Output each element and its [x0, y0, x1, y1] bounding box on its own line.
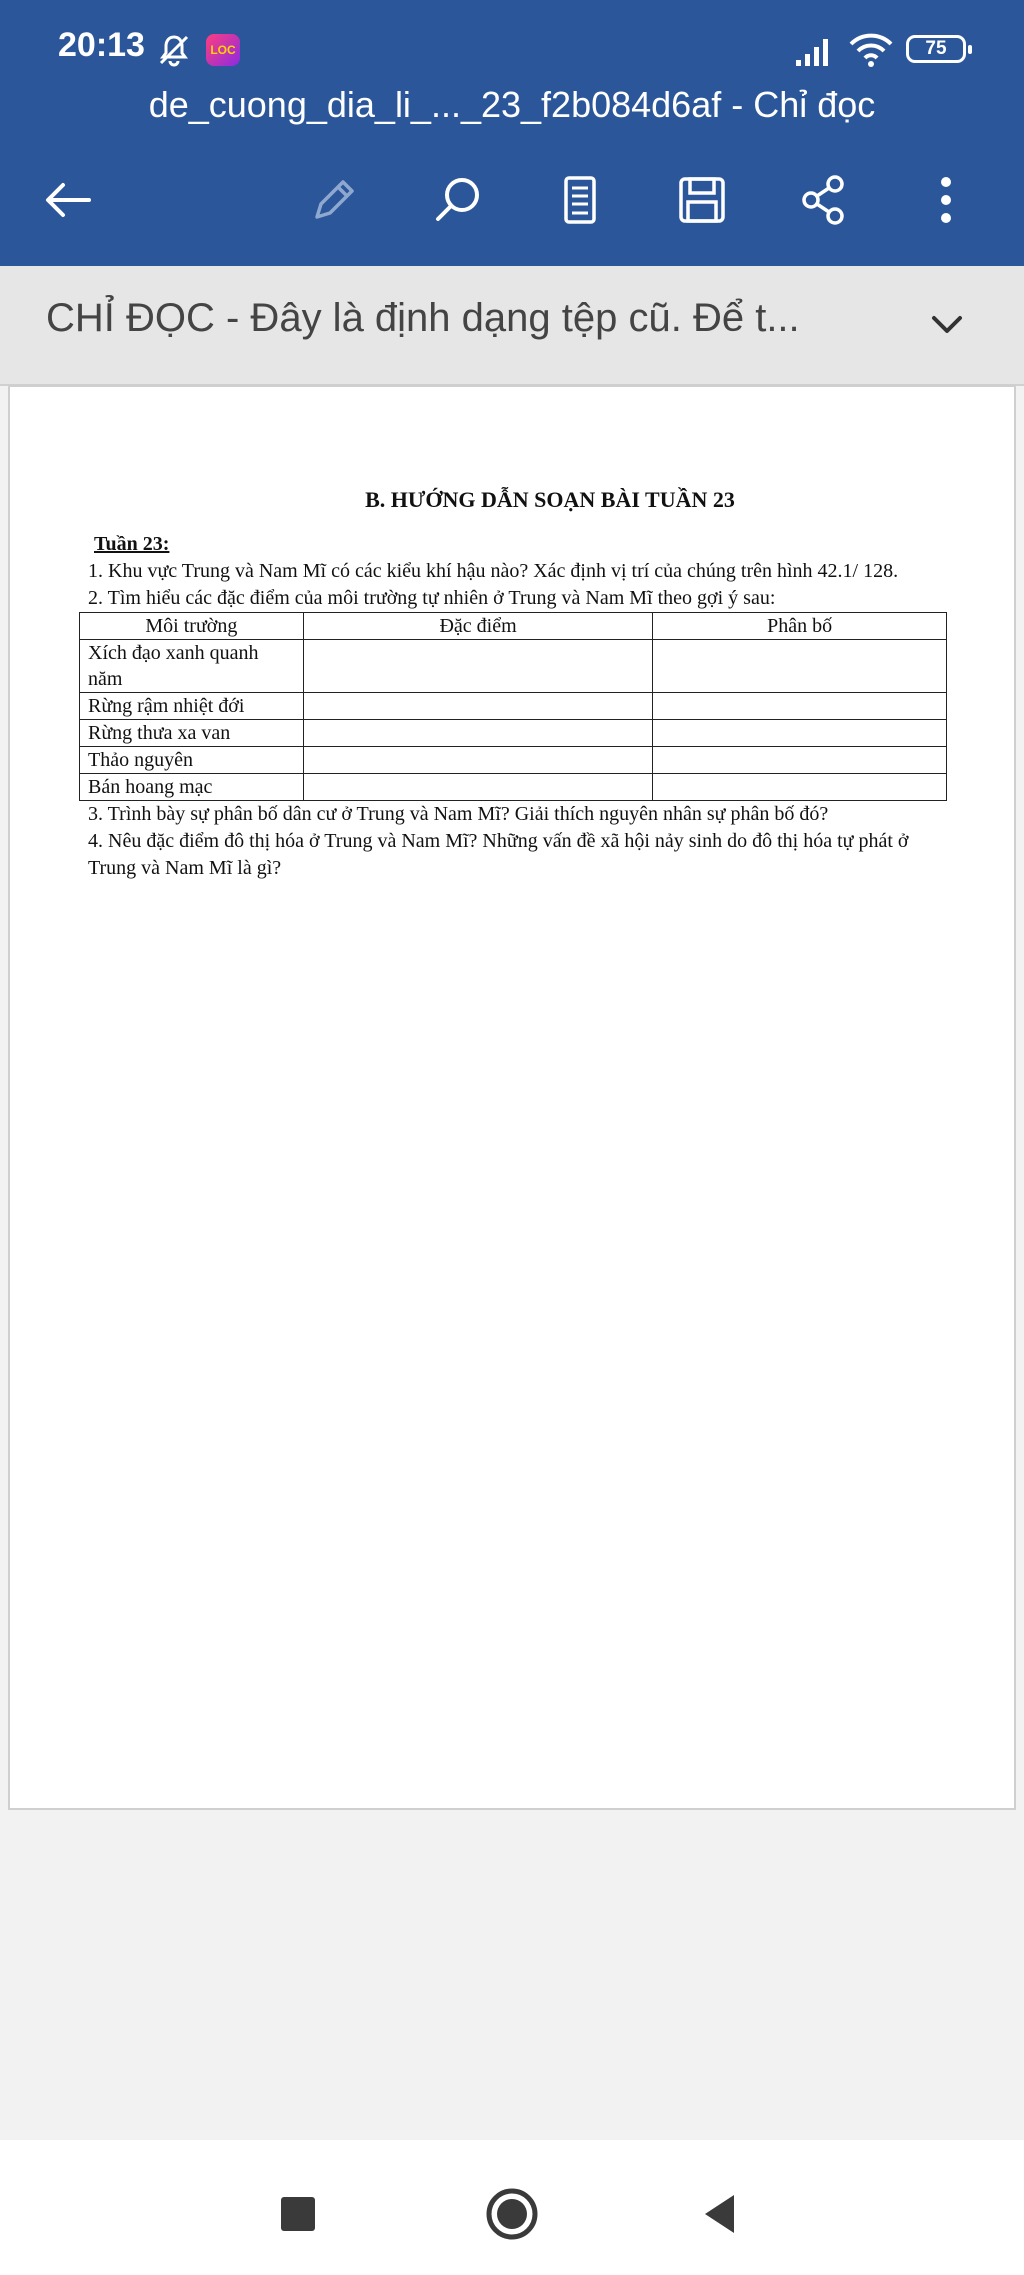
document-title: de_cuong_dia_li_..._23_f2b084d6af - Chỉ đọc	[148, 84, 876, 125]
table-cell: Xích đạo xanh quanh năm	[80, 640, 304, 693]
more-icon[interactable]	[914, 168, 978, 232]
environment-table	[79, 612, 947, 801]
week-label: Tuần 23:	[94, 533, 170, 555]
wifi-icon	[848, 30, 894, 70]
chevron-down-icon[interactable]	[920, 298, 974, 352]
home-icon[interactable]	[480, 2182, 544, 2246]
document-content	[80, 480, 940, 882]
search-icon[interactable]	[426, 168, 490, 232]
table-cell: Bán hoang mạc	[80, 774, 304, 801]
notifications-off-icon	[156, 32, 192, 68]
signal-icon	[794, 32, 836, 68]
table-header: Đặc điểm	[303, 613, 653, 640]
table-row	[80, 640, 947, 693]
table-cell: Thảo nguyên	[80, 747, 304, 774]
edit-pencil-icon[interactable]	[302, 168, 366, 232]
save-icon[interactable]	[670, 168, 734, 232]
question-1: 1. Khu vực Trung và Nam Mĩ có các kiểu khí hậu nào? Xác định vị trí của chúng trên hình 42.1/ 128.	[88, 560, 899, 582]
app-notification-icon: LOC	[206, 34, 240, 66]
share-icon[interactable]	[792, 168, 856, 232]
back-arrow-icon[interactable]	[36, 168, 100, 232]
app-bar	[0, 0, 1024, 266]
banner-text: CHỈ ĐỌC - Đây là định dạng tệp cũ. Để t...	[46, 296, 800, 340]
table-header-row	[80, 613, 947, 640]
recents-icon[interactable]	[266, 2182, 330, 2246]
reading-view-icon[interactable]	[548, 168, 612, 232]
document-heading: B. HƯỚNG DẪN SOẠN BÀI TUẦN 23	[365, 487, 735, 512]
question-4: 4. Nêu đặc điểm đô thị hóa ở Trung và Nam Mĩ? Những vấn đề xã hội nảy sinh do đô thị hóa tự phát ở Trung và Nam Mĩ là gì?	[88, 830, 909, 879]
table-cell: Rừng thưa xa van	[80, 720, 304, 747]
table-header: Môi trường	[80, 613, 304, 640]
system-nav-bar	[0, 2140, 1024, 2275]
table-row	[80, 693, 947, 720]
status-time: 20:13	[58, 26, 145, 64]
table-header: Phân bố	[653, 613, 947, 640]
battery-indicator: 75	[906, 35, 966, 63]
back-icon[interactable]	[688, 2182, 752, 2246]
question-3: 3. Trình bày sự phân bố dân cư ở Trung và Nam Mĩ? Giải thích nguyên nhân sự phân bố đó?	[88, 803, 829, 825]
toolbar	[0, 150, 1024, 250]
read-only-banner[interactable]	[0, 266, 1024, 386]
table-cell: Rừng rậm nhiệt đới	[80, 693, 304, 720]
table-row	[80, 720, 947, 747]
table-row	[80, 774, 947, 801]
question-2: 2. Tìm hiểu các đặc điểm của môi trường tự nhiên ở Trung và Nam Mĩ theo gợi ý sau:	[88, 587, 776, 609]
table-row	[80, 747, 947, 774]
